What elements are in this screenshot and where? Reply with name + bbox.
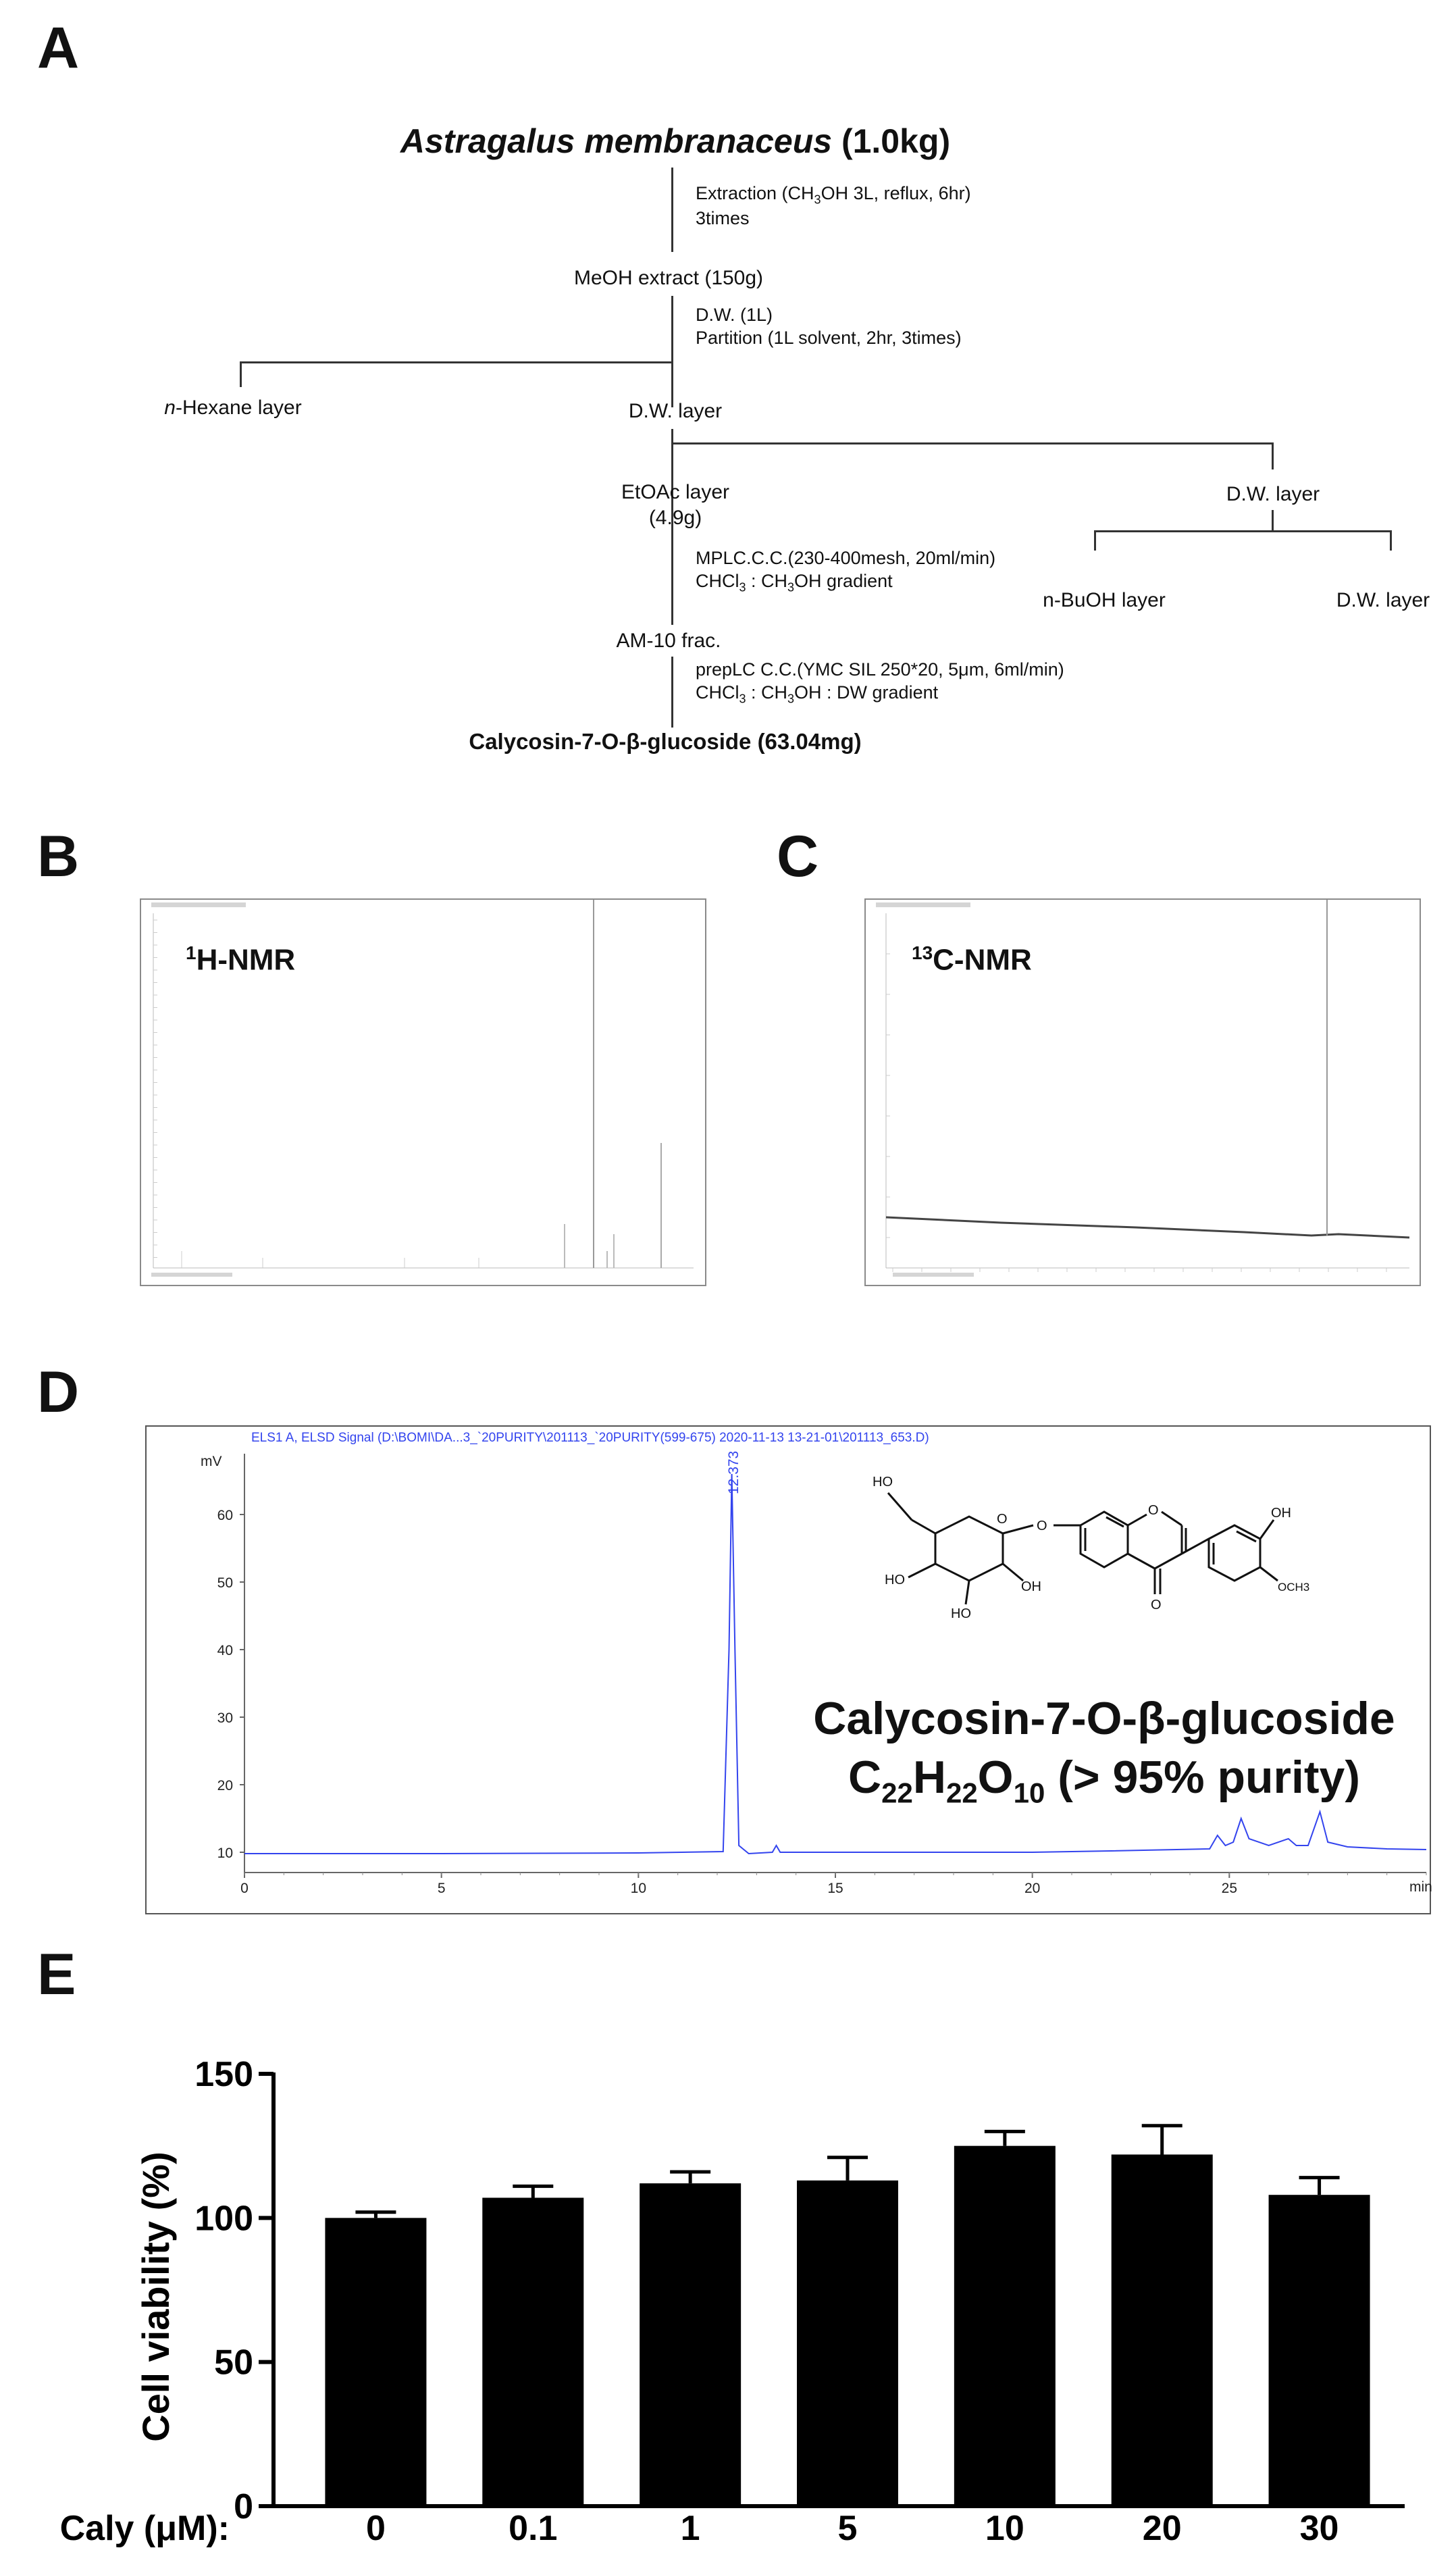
flow-line	[1272, 442, 1274, 469]
x-tick-label: 10	[985, 2509, 1024, 2548]
mplc-text: MPLC.C.C.(230-400mesh, 20ml/min)	[696, 548, 996, 568]
flow-line	[240, 361, 673, 363]
flow-line	[671, 296, 673, 407]
struct-ho-2: HO	[885, 1573, 905, 1587]
x-tick-label: 1	[680, 2509, 700, 2548]
c-nmr-text: C-NMR	[933, 943, 1032, 977]
hplc-ytick-label: 50	[217, 1575, 233, 1591]
dw-layer-2: D.W. layer	[1226, 483, 1320, 505]
hplc-ytick-label: 30	[217, 1710, 233, 1726]
panel-label-b: B	[37, 824, 80, 889]
viability-bar	[797, 2181, 898, 2506]
flow-line	[671, 540, 673, 625]
viability-bar	[954, 2146, 1056, 2506]
preplc-text: prepLC C.C.(YMC SIL 250*20, 5μm, 6ml/min)	[696, 659, 1064, 680]
preplc-sub: 3	[739, 692, 746, 706]
c-nmr-sup: 13	[912, 942, 933, 963]
extraction-step	[696, 182, 971, 230]
mplc-solvent-2: : CH	[746, 570, 788, 591]
hplc-xtick-label: 15	[827, 1881, 843, 1896]
extraction-times: 3times	[696, 207, 750, 228]
calycosin-structure	[864, 1452, 1351, 1682]
hplc-ytick-label: 60	[217, 1508, 233, 1523]
mplc-step	[696, 547, 995, 595]
formula-purity: (> 95% purity)	[1045, 1752, 1360, 1803]
partition-text: Partition (1L solvent, 2hr, 3times)	[696, 327, 962, 348]
flow-line	[240, 361, 242, 387]
panel-label-d: D	[37, 1360, 80, 1425]
panel-label-e: E	[37, 1942, 76, 2007]
hplc-xtick-label: 25	[1221, 1881, 1238, 1896]
x-tick-label: 30	[1299, 2509, 1339, 2548]
struct-o-ketone: O	[1151, 1598, 1162, 1612]
x-tick-label: 0.1	[509, 2509, 558, 2548]
viability-chart	[0, 1986, 1456, 2571]
formula-h-sub: 22	[945, 1777, 978, 1809]
extraction-text: Extraction (CH	[696, 183, 814, 203]
flow-line	[1272, 510, 1274, 530]
h-nmr-text: H-NMR	[196, 943, 296, 977]
formula-o: O	[977, 1752, 1014, 1803]
struct-och3: OCH3	[1278, 1581, 1310, 1594]
y-tick-label: 100	[194, 2199, 253, 2239]
mplc-sub: 3	[739, 580, 746, 594]
formula-h: H	[912, 1752, 946, 1803]
preplc-sub-2: 3	[787, 692, 795, 706]
x-axis-label: Caly (μM):	[59, 2509, 230, 2548]
dw-layer-3: D.W. layer	[1336, 589, 1430, 611]
struct-o-sugar: O	[997, 1512, 1008, 1527]
struct-ho-3: HO	[951, 1606, 971, 1621]
species-weight: (1.0kg)	[832, 122, 951, 160]
hplc-ytick-label: 40	[217, 1643, 233, 1658]
c-nmr-label	[912, 942, 1032, 977]
viability-bar	[1112, 2154, 1213, 2506]
hplc-y-unit: mV	[201, 1454, 222, 1469]
y-tick-label: 50	[214, 2343, 253, 2383]
flowchart-title	[400, 120, 950, 163]
mplc-solvent: CHCl	[696, 570, 739, 591]
hplc-xtick-label: 5	[437, 1881, 446, 1896]
hexane-text: -Hexane layer	[175, 397, 302, 419]
extraction-text-2: OH 3L, reflux, 6hr)	[821, 183, 971, 203]
mplc-gradient: OH gradient	[794, 570, 893, 591]
preplc-gradient: OH : DW gradient	[794, 682, 939, 703]
h-nmr-label	[186, 942, 295, 977]
am10-fraction: AM-10 frac.	[616, 630, 721, 652]
meoh-extract: MeOH extract (150g)	[573, 267, 764, 289]
hplc-xtick-label: 10	[630, 1881, 647, 1896]
flow-line	[1094, 530, 1391, 532]
viability-bar	[1269, 2195, 1370, 2506]
y-axis-label: Cell viability (%)	[134, 2152, 177, 2442]
flow-line	[671, 168, 673, 252]
struct-ho-1: HO	[873, 1475, 893, 1490]
x-tick-label: 5	[837, 2509, 858, 2548]
etoac-text: EtOAc layer	[621, 481, 730, 503]
formula-c-sub: 22	[881, 1777, 913, 1809]
panel-label-c: C	[777, 824, 819, 889]
dw-layer-1: D.W. layer	[628, 400, 723, 422]
viability-bar	[325, 2218, 426, 2506]
struct-oh-1: OH	[1021, 1579, 1041, 1594]
preplc-solvent-2: : CH	[746, 682, 788, 703]
mplc-sub-2: 3	[787, 580, 795, 594]
hplc-xtick-label: 20	[1024, 1881, 1041, 1896]
viability-bar	[640, 2183, 741, 2506]
struct-o-link: O	[1037, 1519, 1047, 1533]
x-tick-label: 20	[1142, 2509, 1182, 2548]
hplc-peak-label: 12.373	[726, 1450, 742, 1494]
hplc-xtick-label: 0	[240, 1881, 249, 1896]
partition-step	[696, 304, 962, 350]
extraction-sub: 3	[814, 193, 821, 207]
formula-o-sub: 10	[1013, 1777, 1045, 1809]
compound-formula	[848, 1751, 1360, 1810]
flow-line	[671, 657, 673, 728]
struct-o-ring: O	[1148, 1503, 1159, 1518]
struct-oh-2: OH	[1271, 1506, 1291, 1521]
compound-name: Calycosin-7-O-β-glucoside	[813, 1693, 1395, 1744]
preplc-solvent: CHCl	[696, 682, 739, 703]
flow-line	[1094, 530, 1096, 551]
flow-line	[1390, 530, 1392, 551]
hplc-ytick-label: 20	[217, 1778, 233, 1793]
hexane-n: n	[164, 397, 176, 419]
buoh-layer: n-BuOH layer	[1043, 589, 1166, 611]
y-tick-label: 0	[234, 2487, 253, 2526]
panel-label-a: A	[37, 16, 80, 80]
formula-c: C	[848, 1752, 882, 1803]
hplc-ytick-label: 10	[217, 1845, 233, 1861]
etoac-layer	[621, 480, 729, 530]
final-product: Calycosin-7-O-β-glucoside (63.04mg)	[469, 729, 862, 754]
hplc-header: ELS1 A, ELSD Signal (D:\BOMI\DA...3_`20PURITY\201113_`20PURITY(599-675) 2020-11-13 13-21-01\201113_653.D)	[251, 1431, 929, 1445]
y-tick-label: 150	[194, 2055, 253, 2094]
dw-volume: D.W. (1L)	[696, 305, 773, 325]
hexane-layer	[164, 395, 301, 421]
viability-bar	[482, 2197, 583, 2506]
species-name: Astragalus membranaceus	[400, 122, 833, 160]
preplc-step	[696, 659, 1064, 707]
etoac-weight: (4.9g)	[648, 506, 702, 529]
x-tick-label: 0	[365, 2509, 386, 2548]
h-nmr-sup: 1	[186, 942, 197, 963]
hplc-x-unit: min	[1409, 1879, 1432, 1895]
flow-line	[671, 442, 1274, 444]
